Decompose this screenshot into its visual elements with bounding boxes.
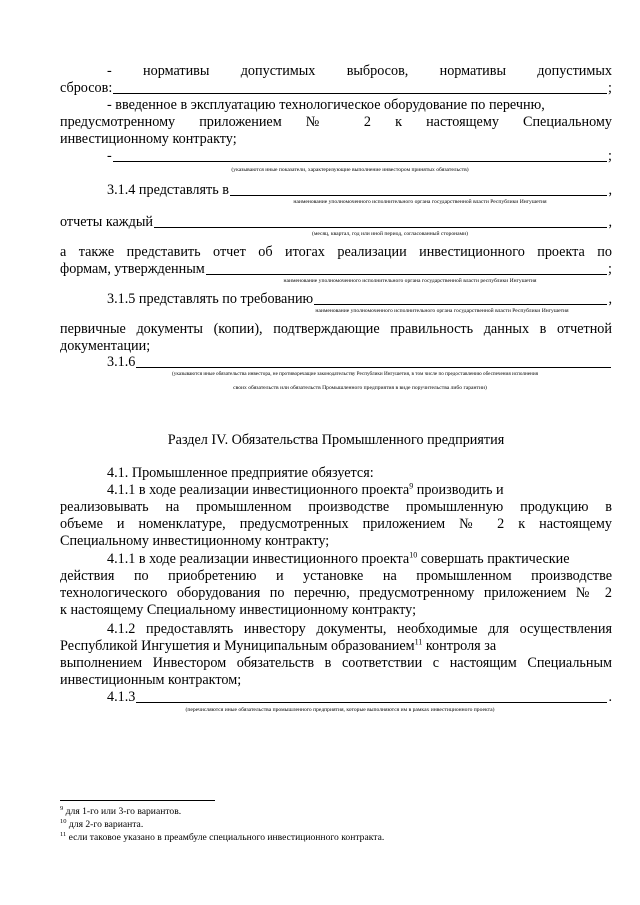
footnote-ref: 11 <box>414 638 423 647</box>
text-line-fill <box>107 689 612 706</box>
text: 4.1.1 в ходе реализации инвестиционного проекта <box>107 482 410 498</box>
text: 3.1.5 представлять по требованию <box>107 291 314 307</box>
footnote-text: для 1-го или 3-го вариантов. <box>63 806 182 817</box>
fill-in-blank <box>113 81 607 94</box>
text-line: первичные документы (копии), подтверждающие правильность данных в отчетной <box>60 321 612 337</box>
text-line: инвестиционному контракту; <box>60 131 237 147</box>
text: формам, утвержденным <box>60 261 205 277</box>
text-line: а также представить отчет об итогах реализации инвестиционного проекта по <box>60 244 612 260</box>
footnote-divider <box>60 800 215 801</box>
fill-in-blank <box>154 215 608 228</box>
footnote-text: для 2-го варианта. <box>66 819 144 830</box>
fill-in-blank <box>136 690 607 703</box>
footnote-ref: 10 <box>409 551 418 560</box>
text-line <box>60 638 612 655</box>
text-line: реализовывать на промышленном производстве промышленную продукцию в <box>60 499 612 515</box>
text: совершать практические <box>417 551 570 567</box>
punct: ; <box>608 80 612 96</box>
text-line: инвестиционным контрактом; <box>60 672 242 688</box>
field-hint: наименование уполномоченного исполнительного органа государственной власти Республики Ингушетия <box>293 199 547 205</box>
footnote <box>60 806 181 818</box>
footnote <box>60 832 384 844</box>
text-line <box>107 551 612 568</box>
punct: ; <box>608 148 612 164</box>
footnote-mark: 9 <box>60 804 64 812</box>
text-line-fill <box>107 182 612 199</box>
text: контроля за <box>422 638 497 654</box>
punct: . <box>608 689 612 705</box>
field-hint: (указываются иные обязательства инвестора, не противоречащие законодательству Республики Ингушетия, в том числе по предоставлению обеспечения исполнения <box>172 371 538 377</box>
footnote-text: если таковое указано в преамбуле специального инвестиционного контракта. <box>66 832 385 843</box>
text: - <box>107 148 112 164</box>
text-line-fill <box>107 291 612 308</box>
text-line: - введенное в эксплуатацию технологическое оборудование по перечню, <box>107 97 545 113</box>
field-hint: наименование уполномоченного исполнительного органа государственной власти республики Ингушетия <box>283 278 537 284</box>
punct: ; <box>608 261 612 277</box>
text-line: - нормативы допустимых выбросов, нормативы допустимых <box>107 63 612 79</box>
text-line: 4.1. Промышленное предприятие обязуется: <box>107 465 374 481</box>
footnote-mark: 10 <box>60 817 67 825</box>
fill-in-blank <box>136 355 611 368</box>
footnote-mark: 11 <box>60 830 67 838</box>
text-line: предусмотренному приложением № 2 к настоящему Специальному <box>60 114 612 130</box>
fill-in-blank <box>230 183 608 196</box>
fill-in-blank <box>314 292 607 305</box>
text-line-fill <box>107 148 612 165</box>
footnote <box>60 819 143 831</box>
text-line-fill <box>60 214 612 231</box>
fill-in-blank <box>113 149 607 162</box>
field-hint: своих обязательств или обязательств Промышленного предприятия в виде поручительства либо гарантии) <box>233 385 487 391</box>
text-line: объеме и номенклатуре, предусмотренных приложением № 2 к настоящему <box>60 516 612 532</box>
text-line: документации; <box>60 338 151 354</box>
field-hint: (месяц, квартал, год или иной период, согласованный сторонами) <box>311 231 469 237</box>
text-line-fill <box>60 80 612 97</box>
punct: , <box>608 182 612 198</box>
text-line: действия по приобретению и установке на промышленном производстве <box>60 568 612 584</box>
fill-in-blank <box>206 262 607 275</box>
section-heading: Раздел IV. Обязательства Промышленного предприятия <box>167 432 505 448</box>
text-line: 4.1.2 предоставлять инвестору документы, необходимые для осуществления <box>107 621 612 637</box>
text: 3.1.4 представлять в <box>107 182 229 198</box>
field-hint: наименование уполномоченного исполнительного органа государственной власти Республики Ингушетия <box>315 308 569 314</box>
text-line-fill <box>107 354 612 371</box>
text-line: Специальному инвестиционному контракту; <box>60 533 330 549</box>
text: производить и <box>413 482 504 498</box>
text: 3.1.6 <box>107 354 136 370</box>
text: Республикой Ингушетия и Муниципальным образованием <box>60 638 415 654</box>
text: 4.1.3 <box>107 689 136 705</box>
text: 4.1.1 в ходе реализации инвестиционного проекта <box>107 551 410 567</box>
footnote-ref: 9 <box>409 482 414 491</box>
text: сбросов: <box>60 80 113 96</box>
text: отчеты каждый <box>60 214 153 230</box>
text-line-fill <box>60 261 612 278</box>
text-line: выполнением Инвестором обязательств в соответствии с настоящим Специальным <box>60 655 612 671</box>
field-hint: (перечисляются иные обязательства промышленного предприятия, которые выполняются им в рамках инвестиционного проекта) <box>185 707 495 713</box>
punct: , <box>608 214 612 230</box>
text-line <box>107 482 612 499</box>
punct: , <box>608 291 612 307</box>
text-line: к настоящему Специальному инвестиционному контракту; <box>60 602 417 618</box>
field-hint: (указываются иные показатели, характеризующие выполнение инвестором принятых обязательств) <box>231 167 469 173</box>
text-line: технологического оборудования по перечню, предусмотренному приложением № 2 <box>60 585 612 601</box>
